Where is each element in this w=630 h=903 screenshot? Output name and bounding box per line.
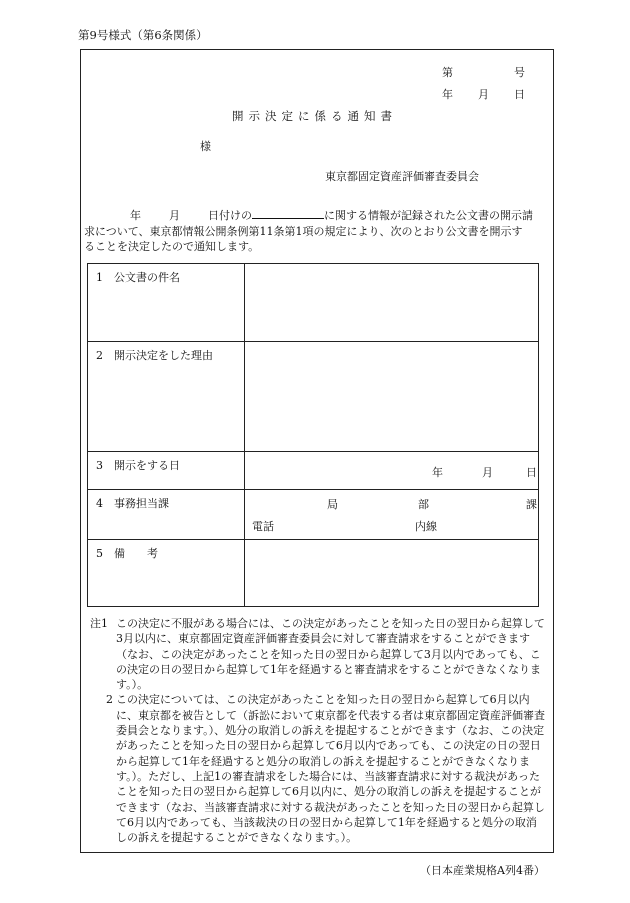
row-label: 3 開示をする日 xyxy=(88,452,245,490)
document-subject-cell xyxy=(245,264,539,342)
table-row xyxy=(88,264,539,342)
lead-paragraph xyxy=(84,207,544,255)
header-year: 年 xyxy=(442,88,453,101)
notes xyxy=(90,616,545,845)
note-2: 2 この決定については、この決定があったことを知った日の翌日から起算して6月以内に、東京都を被告として（訴訟において東京都を代表する者は東京都固定資産評価審査委員会となります。）、処分の取消しの訴えを提起することができます（なお、この決定があったことを知った日の翌日から起算して6月以内であっても、この決定の日の翌日から起算して1年を経過すると処分の取消しの訴えを提起することができなくなります。）。ただし、上記1の審査請求をした場合には、当該審査請求に対する裁決があったことを知った日の翌日から起算して6月以内に、処分の取消しの訴えを提起することができます（なお、当該審査請求に対する裁決があったことを知った日の翌日から起算して6月以内であっても、当該裁決の日の翌日から起算して1年を経過すると処分の取消しの訴えを提起することができなくなります。）。 xyxy=(106,693,545,845)
number-suffix: 号 xyxy=(514,66,525,79)
document-title: 開示決定に係る通知書 xyxy=(232,109,397,123)
reason-cell xyxy=(245,342,539,452)
lead-year: 年 xyxy=(130,209,141,222)
row-label: 1 公文書の件名 xyxy=(88,264,245,342)
note-1: 注1 この決定に不服がある場合には、この決定があったことを知った日の翌日から起算して3月以内に、東京都固定資産評価審査委員会に対して審査請求をすることができます（なお、この決定があったことを知った日の翌日から起算して3月以内であっても、この決定の日の翌日から起算して1年を経過すると審査請求をすることができなくなります。）。 xyxy=(90,617,545,692)
remarks-cell xyxy=(245,540,539,607)
addressee-suffix: 様 xyxy=(200,140,211,153)
table-row xyxy=(88,540,539,607)
subject-blank xyxy=(252,207,324,219)
header-day: 日 xyxy=(514,88,525,101)
row-label: 2 開示決定をした理由 xyxy=(88,342,245,452)
info-table xyxy=(87,263,539,607)
office-cell: 局 部 課 電話 内線 xyxy=(245,490,539,540)
issuer-name: 東京都固定資産評価審査委員会 xyxy=(325,170,479,183)
row-label: 4 事務担当課 xyxy=(88,490,245,540)
row-label: 5 備 考 xyxy=(88,540,245,607)
table-row xyxy=(88,490,539,540)
disclosure-date-cell: 年 月 日 xyxy=(245,452,539,490)
lead-line1: に関する情報が記録された公文書の開示請 xyxy=(324,209,533,222)
lead-dated: 日付けの xyxy=(208,209,252,222)
lead-line2: 求について、東京都情報公開条例第11条第1項の規定により、次のとおり公文書を開示す xyxy=(84,224,523,238)
header-month: 月 xyxy=(478,88,489,101)
lead-line3: ることを決定したので通知します。 xyxy=(84,240,260,253)
table-row xyxy=(88,342,539,452)
number-prefix: 第 xyxy=(442,66,453,79)
lead-month: 月 xyxy=(169,209,180,222)
table-row xyxy=(88,452,539,490)
paper-size-note: （日本産業規格A列4番） xyxy=(420,864,545,877)
form-id: 第9号様式（第6条関係） xyxy=(78,28,208,42)
